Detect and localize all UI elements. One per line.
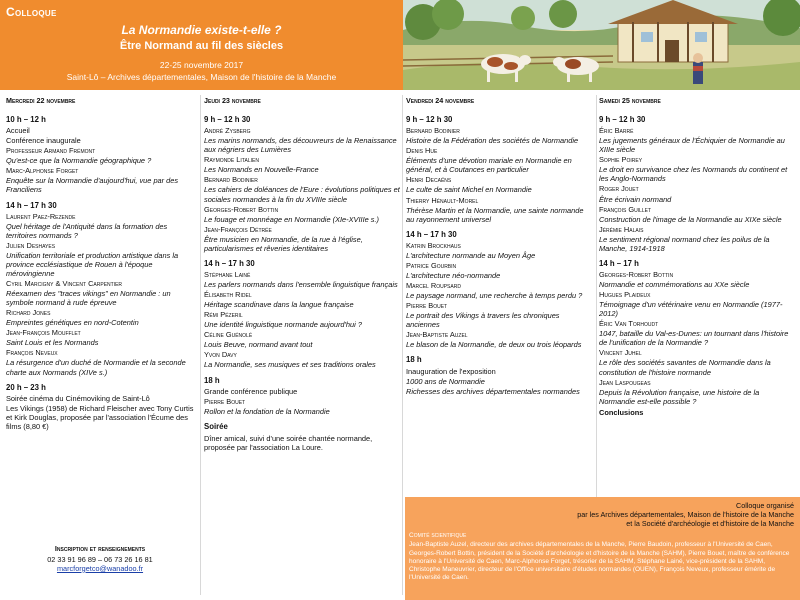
talk-title: Le rôle des sociétés savantes de Normandie dans la constitution de l'histoire normande bbox=[599, 358, 771, 377]
contact-title: Inscription et renseignements bbox=[54, 544, 146, 553]
session-time: 14 h – 17 h 30 bbox=[6, 200, 57, 210]
talk-title: Les marins normands, des découvreurs de la Renaissance aux négriers des Lumières bbox=[204, 136, 397, 155]
talk-title: 1047, bataille du Val-es-Dunes: un tournant dans l'histoire de l'unification de la Normandie ? bbox=[599, 329, 789, 348]
speaker-name: Raymonde Litalien bbox=[204, 155, 259, 165]
speaker-name: Denis Hue bbox=[406, 146, 438, 156]
speaker-name: Roger Jouet bbox=[599, 184, 639, 194]
speaker-name: Georges-Robert Bottin bbox=[599, 270, 674, 280]
talk-title: Normandie et commémorations au XXe siècle bbox=[599, 280, 750, 290]
talk-title: Le sentiment régional normand chez les poilus de la Manche, 1914-1918 bbox=[599, 234, 770, 253]
talk-title: Le droit en survivance chez les Normands du continent et les Anglo-Normands bbox=[599, 165, 788, 184]
program-line: Les Vikings (1958) de Richard Fleischer avec Tony Curtis et Kirk Douglas, proposée par l'association l'Écume des films (8,80 €) bbox=[6, 404, 194, 432]
session-time: 9 h – 12 h 30 bbox=[406, 114, 453, 124]
session-time: 9 h – 12 h 30 bbox=[599, 114, 646, 124]
talk-title: Unification territoriale et production artistique dans la province ecclésiastique de Rouen à l'époque mérovingienne bbox=[6, 251, 179, 279]
speaker-name: Éric Barré bbox=[599, 126, 634, 136]
speaker-name: Sophie Poirey bbox=[599, 155, 643, 165]
talk-title: Empreintes génétiques en nord-Cotentin bbox=[6, 318, 139, 328]
program-line: Inauguration de l'exposition bbox=[406, 366, 496, 376]
speaker-name: Cyril Marcigny & Vincent Carpentier bbox=[6, 279, 123, 289]
speaker-name: Élisabeth Ridel bbox=[204, 290, 252, 300]
talk-title: Qu'est-ce que la Normandie géographique ? bbox=[6, 156, 152, 166]
organizer-panel bbox=[405, 497, 800, 600]
talk-title: La Normandie, ses musiques et ses traditions orales bbox=[204, 360, 376, 370]
talk-title: Réexamen des "traces vikings" en Normandie : un symbole normand à rude épreuve bbox=[6, 289, 171, 308]
speaker-name: Bernard Bodinier bbox=[406, 126, 460, 136]
day-column-wednesday bbox=[6, 97, 196, 432]
contact-email-link[interactable]: marcforgetco@wanadoo.fr bbox=[56, 563, 144, 573]
talk-title: Richesses des archives départementales normandes bbox=[406, 387, 580, 396]
speaker-name: Professeur Armand Frémont bbox=[6, 146, 96, 156]
speaker-name: Hugues Plaideux bbox=[599, 290, 651, 300]
speaker-name: Georges-Robert Bottin bbox=[204, 204, 279, 214]
scientific-committee-text: Jean-Baptiste Auzel, directeur des archives départementales de la Manche, Pierre Baudoin, professeur à l'Université de Caen, Georges-Robert Bottin, président de la Société d'archéologie et d'histoire de la Manche (SAHM), Pierre Bouet, maître de conférence honoraire à l'Université de Caen, Marc-Alphonse Forget, trésorier de la SAHM, Stéphane Lainé, vice-président de la SAHM, Christophe Maneuvrier, directeur de l'Office universitaire d'études normandes (OUEN), François Neveux, professeur émérite de l'Université de Caen. bbox=[409, 541, 790, 582]
session-time: Soirée bbox=[204, 422, 228, 432]
farm-illustration-image bbox=[403, 0, 800, 90]
day-column-saturday bbox=[599, 97, 797, 417]
speaker-name: Stéphane Lainé bbox=[204, 270, 251, 280]
talk-title: Les cahiers de doléances de l'Eure : évolutions politiques et sociales normandes à la fin du XVIIIe siècle bbox=[204, 185, 400, 204]
speaker-name: Henri Decaëns bbox=[406, 175, 452, 185]
day-heading: Mercredi 22 novembre bbox=[6, 96, 76, 105]
program-line: Conférence inaugurale bbox=[6, 136, 81, 146]
speaker-name: Jean-Baptiste Auzel bbox=[406, 330, 468, 340]
day-column-thursday bbox=[204, 97, 400, 453]
speaker-name: Katrin Brockhaus bbox=[406, 241, 461, 251]
talk-title: Louis Beuve, normand avant tout bbox=[204, 340, 313, 350]
organizer-text bbox=[414, 501, 794, 528]
session-time: 9 h – 12 h 30 bbox=[204, 114, 251, 124]
organizer-line: Colloque organisé bbox=[736, 501, 794, 510]
speaker-name: Marc-Alphonse Forget bbox=[6, 166, 79, 176]
speaker-name: Julien Deshayes bbox=[6, 241, 56, 251]
speaker-name: Richard Jones bbox=[6, 308, 51, 318]
talk-title: Thérèse Martin et la Normandie, une sainte normande au rayonnement universel bbox=[406, 205, 584, 224]
conclusions-label: Conclusions bbox=[599, 407, 644, 417]
page-subtitle: Être Normand au fil des siècles bbox=[119, 40, 284, 52]
talk-title: Le culte de saint Michel en Normandie bbox=[406, 185, 532, 195]
talk-title: Être musicien en Normandie, de la rue à l'église, particularismes et rêveries identitaires bbox=[204, 234, 363, 253]
program-line: Accueil bbox=[6, 126, 30, 136]
talk-title: Enquête sur la Normandie d'aujourd'hui, vue par des Franciliens bbox=[6, 176, 179, 195]
session-time: 10 h – 12 h bbox=[6, 114, 46, 124]
speaker-name: Éric Van Torhoudt bbox=[599, 319, 659, 329]
talk-title: Héritage scandinave dans la langue française bbox=[204, 300, 354, 310]
talk-title: 1000 ans de Normandie bbox=[406, 376, 485, 386]
speaker-name: Yvon Davy bbox=[204, 350, 237, 360]
day-heading: Jeudi 23 novembre bbox=[204, 96, 261, 105]
talk-title: Les jugements généraux de l'Échiquier de Normandie au XIIIe siècle bbox=[599, 136, 785, 155]
talk-title: Éléments d'une dévotion mariale en Normandie en général, et à Coutances en particulier bbox=[406, 156, 572, 175]
speaker-name: François Guillet bbox=[599, 204, 652, 214]
day-column-friday bbox=[406, 97, 593, 397]
session-time: 18 h bbox=[204, 375, 220, 385]
day-heading: Samedi 25 novembre bbox=[599, 96, 661, 105]
speaker-name: Rémi Pézeril bbox=[204, 310, 243, 320]
contact-box bbox=[0, 545, 200, 574]
day-heading: Vendredi 24 novembre bbox=[406, 96, 475, 105]
speaker-name: Vincent Juhel bbox=[599, 348, 642, 358]
speaker-name: François Neveux bbox=[6, 348, 58, 358]
event-place: Saint-Lô – Archives départementales, Maison de l'histoire de la Manche bbox=[66, 72, 337, 82]
organizer-line: et la Société d'archéologie et d'histoire de la Manche bbox=[626, 519, 794, 528]
scientific-committee bbox=[409, 532, 796, 583]
farm-scene-icon bbox=[403, 0, 800, 90]
program-line: Dîner amical, suivi d'une soirée chantée normande, proposée par l'association La Loure. bbox=[204, 433, 373, 452]
talk-title: Le portrait des Vikings à travers les chroniques anciennes bbox=[406, 311, 560, 330]
talk-title: Depuis la Révolution française, une histoire de la Normandie est-elle possible ? bbox=[599, 387, 760, 406]
speaker-name: Laurent Paez-Rezende bbox=[6, 212, 76, 221]
column-divider bbox=[200, 95, 201, 595]
talk-title: Histoire de la Fédération des sociétés de Normandie bbox=[406, 136, 579, 146]
session-time: 14 h – 17 h 30 bbox=[204, 258, 255, 268]
speaker-name: André Zysberg bbox=[204, 126, 251, 136]
page-title: La Normandie existe-t-elle ? bbox=[121, 23, 282, 37]
session-time: 20 h – 23 h bbox=[6, 382, 46, 392]
speaker-name: Jérémie Halais bbox=[599, 224, 644, 234]
talk-title: Une identité linguistique normande aujourd'hui ? bbox=[204, 320, 362, 330]
program-line: Grande conférence publique bbox=[204, 387, 298, 396]
organizer-line: par les Archives départementales, Maison de l'histoire de la Manche bbox=[577, 510, 794, 519]
talk-title: Le paysage normand, une recherche à temps perdu ? bbox=[406, 291, 583, 301]
session-time: 18 h bbox=[406, 355, 422, 365]
talk-title: L'architecture néo-normande bbox=[406, 271, 501, 281]
session-time: 14 h – 17 h 30 bbox=[406, 229, 457, 239]
session-time: 14 h – 17 h bbox=[599, 258, 639, 268]
speaker-name: Pierre Bouet bbox=[204, 397, 246, 407]
talk-title: Le blason de la Normandie, de deux ou trois léopards bbox=[406, 340, 582, 350]
speaker-name: Céline Guénolé bbox=[204, 330, 253, 340]
event-dates: 22-25 novembre 2017 bbox=[159, 60, 244, 70]
talk-title: Être écrivain normand bbox=[599, 194, 672, 204]
talk-title: Quel héritage de l'Antiquité dans la formation des territoires normands ? bbox=[6, 222, 168, 241]
talk-title: Les parlers normands dans l'ensemble linguistique français bbox=[204, 280, 398, 290]
speaker-name: Jean-François Moufflet bbox=[6, 328, 81, 338]
talk-title: L'architecture normande au Moyen Âge bbox=[406, 251, 536, 261]
scientific-committee-title: Comité scientifique bbox=[409, 532, 467, 539]
column-divider bbox=[402, 95, 403, 595]
header-banner bbox=[0, 0, 403, 90]
speaker-name: Jean-François Détrée bbox=[204, 224, 272, 234]
contact-phones: 02 33 91 96 89 – 06 73 26 16 81 bbox=[47, 554, 153, 564]
speaker-name: Marcel Roupsard bbox=[406, 281, 461, 291]
colloque-label: Colloque bbox=[6, 5, 57, 19]
talk-title: Construction de l'image de la Normandie au XIXe siècle bbox=[599, 214, 782, 224]
talk-title: Saint Louis et les Normands bbox=[6, 338, 99, 348]
talk-title: Témoignage d'un vétérinaire venu en Normandie (1977-2012) bbox=[599, 300, 783, 319]
speaker-name: Patrice Gourbin bbox=[406, 261, 457, 271]
talk-title: Les Normands en Nouvelle-France bbox=[204, 165, 319, 175]
speaker-name: Pierre Bouet bbox=[406, 301, 448, 311]
program-line: Soirée cinéma du Cinémoviking de Saint-Lô bbox=[6, 394, 150, 404]
speaker-name: Thierry Hénault-Morel bbox=[406, 195, 479, 205]
talk-title: La résurgence d'un duché de Normandie et la seconde charte aux Normands (XIVe s.) bbox=[6, 358, 186, 377]
speaker-name: Bernard Bodinier bbox=[204, 175, 258, 185]
speaker-name: Jean Laspougeas bbox=[599, 377, 651, 387]
talk-title: Le fouage et monnéage en Normandie (XIe-XVIIIe s.) bbox=[204, 214, 380, 224]
talk-title: Rollon et la fondation de la Normandie bbox=[204, 407, 330, 417]
